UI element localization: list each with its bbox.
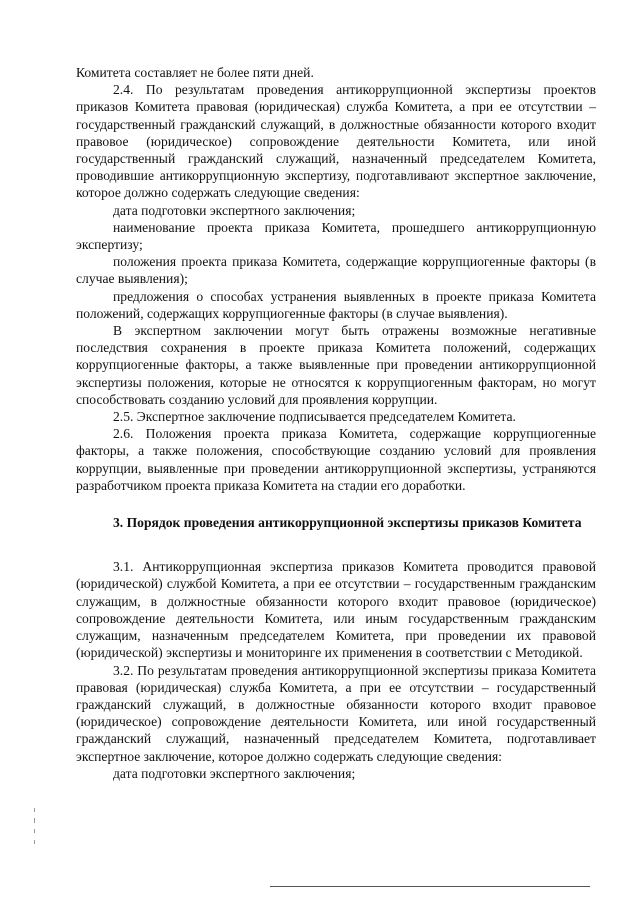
scan-mark	[34, 818, 35, 823]
paragraph-3-2: 3.2. По результатам проведения антикоррупционной экспертизы приказа Комитета правовая (юридическая) служба Комитета, а при ее отсутствии – государственный гражданский служащий, в должностные обязанности которого входит правовое (юридическое) сопровождение деятельности Комитета, или иной государственный гражданский служащий, назначенный председателем Комитета, подготавливает экспертное заключение, которое должно содержать следующие сведения:	[76, 662, 596, 764]
page-bottom-line	[270, 886, 590, 887]
paragraph-2-6: 2.6. Положения проекта приказа Комитета, содержащие коррупциогенные факторы, а также положения, способствующие созданию условий для проявления коррупции, выявленные при проведении антикоррупционной экспертизы, устраняются разработчиком проекта приказа Комитета на стадии его доработки.	[76, 426, 596, 493]
paragraph-negative-consequences: В экспертном заключении могут быть отражены возможные негативные последствия сохранения в проекте приказа Комитета положений, содержащих коррупциогенные факторы, а также выявленные при проведении антикоррупционной экспертизы положения, которые не относятся к коррупциогенным факторам, но могут способствовать созданию условий для проявления коррупции.	[76, 323, 596, 407]
scan-mark	[34, 829, 35, 833]
paragraph-continuation: Комитета составляет не более пяти дней.	[76, 65, 314, 80]
list-item-name: наименование проекта приказа Комитета, прошедшего антикоррупционную экспертизу;	[76, 219, 596, 253]
paragraph-2-5: 2.5. Экспертное заключение подписывается председателем Комитета.	[113, 409, 516, 425]
list-item-date: дата подготовки экспертного заключения;	[113, 202, 356, 218]
list-item-proposals: предложения о способах устранения выявленных в проекте приказа Комитета положений, содержащих коррупциогенные факторы (в случае выявления).	[76, 288, 596, 321]
scan-mark	[34, 808, 35, 812]
section-heading-3: 3. Порядок проведения антикоррупционной экспертизы приказов Комитета	[113, 515, 582, 531]
document-page	[76, 64, 596, 782]
paragraph-2-4: 2.4. По результатам проведения антикоррупционной экспертизы проектов приказов Комитета правовая (юридическая) служба Комитета, а при ее отсутствии – государственный гражданский служащий, в должностные обязанности которого входит правовое (юридическое) сопровождение деятельности Комитета, или иной государственный гражданский служащий, назначенный председателем Комитета, проводившие антикоррупционную экспертизу, подготавливают экспертное заключение, которое должно содержать следующие сведения:	[76, 82, 596, 201]
list-item-date-2: дата подготовки экспертного заключения;	[113, 765, 356, 781]
paragraph-3-1: 3.1. Антикоррупционная экспертиза приказов Комитета проводится правовой (юридической) службой Комитета, а при ее отсутствии – государственным гражданским служащим, в должностные обязанности которого входит правовое (юридическое) сопровождение деятельности Комитета, или иным государственным гражданским служащим, назначенным председателем Комитета, при проведении их правовой (юридической) экспертизы и мониторинге их применения в соответствии с Методикой.	[76, 559, 596, 661]
scan-mark	[34, 840, 35, 844]
list-item-provisions: положения проекта приказа Комитета, содержащие коррупциогенные факторы (в случае выявления);	[76, 254, 596, 287]
